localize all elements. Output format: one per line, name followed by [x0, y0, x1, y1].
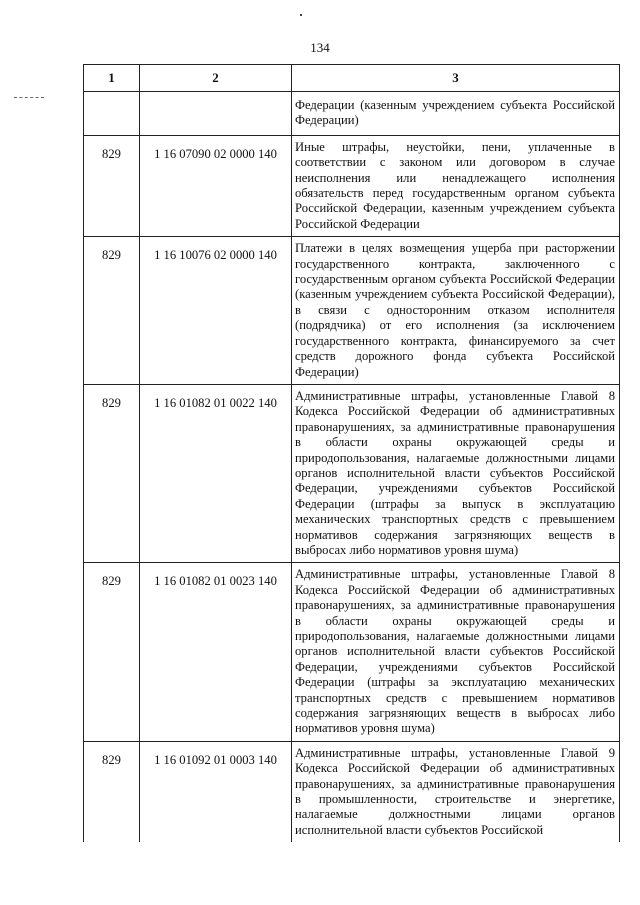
column-header-3: 3 — [292, 65, 620, 92]
description-cell: Административные штрафы, установленные Главой 8 Кодекса Российской Федерации об административных правонарушениях, за административные правонарушения в области охраны окружающей среды и природопользования, налагаемые должностными лицами органов исполнительной власти субъектов Российской Федерации, учреждениями субъектов Российской Федерации (штрафы за выпуск в эксплуатацию механических транспортных средств с превышением нормативов содержания загрязняющих веществ в выбросах либо нормативов уровня шума) — [292, 384, 620, 562]
admin-code-cell — [84, 92, 140, 136]
kbk-code-cell — [140, 92, 292, 136]
admin-code-cell: 829 — [84, 237, 140, 385]
table-row — [84, 741, 620, 842]
admin-code-cell: 829 — [84, 741, 140, 842]
revenue-codes-table — [83, 64, 620, 842]
table-row — [84, 237, 620, 385]
page-number: 134 — [310, 40, 330, 55]
table-row — [84, 135, 620, 236]
kbk-code-cell: 1 16 01082 01 0023 140 — [140, 563, 292, 741]
admin-code-cell: 829 — [84, 384, 140, 562]
column-header-2: 2 — [140, 65, 292, 92]
description-cell: Административные штрафы, установленные Главой 9 Кодекса Российской Федерации об административных правонарушениях, за административные правонарушения в промышленности, строительстве и энергетике, налагаемые должностными лицами органов исполнительной власти субъектов Российской — [292, 741, 620, 842]
table-header-row — [84, 65, 620, 92]
kbk-code-cell: 1 16 07090 02 0000 140 — [140, 135, 292, 236]
description-cell: Федерации (казенным учреждением субъекта Российской Федерации) — [292, 92, 620, 136]
table-row — [84, 563, 620, 741]
kbk-code-cell: 1 16 01092 01 0003 140 — [140, 741, 292, 842]
description-cell: Платежи в целях возмещения ущерба при расторжении государственного контракта, заключенного с государственным органом субъекта Российской Федерации (казенным учреждением субъекта Российской Федерации), в связи с односторонним отказом исполнителя (подрядчика) от его исполнения (за исключением государственного контракта, финансируемого за счет средств дорожного фонда субъекта Российской Федерации) — [292, 237, 620, 385]
description-cell: Административные штрафы, установленные Главой 8 Кодекса Российской Федерации об административных правонарушениях, за административные правонарушения в области охраны окружающей среды и природопользования, налагаемые должностными лицами органов исполнительной власти субъектов Российской Федерации, учреждениями субъектов Российской Федерации (штрафы за эксплуатацию механических транспортных средств с превышением нормативов содержания загрязняющих веществ в выбросах либо нормативов уровня шума) — [292, 563, 620, 741]
scan-dot — [300, 14, 302, 16]
description-cell: Иные штрафы, неустойки, пени, уплаченные в соответствии с законом или договором в случае неисполнения или ненадлежащего исполнения обязательств перед государственным органом субъекта Российской Федерации, казенным учреждением субъекта Российской Федерации — [292, 135, 620, 236]
kbk-code-cell: 1 16 01082 01 0022 140 — [140, 384, 292, 562]
admin-code-cell: 829 — [84, 563, 140, 741]
kbk-code-cell: 1 16 10076 02 0000 140 — [140, 237, 292, 385]
table-row — [84, 92, 620, 136]
margin-mark — [14, 97, 44, 98]
column-header-1: 1 — [84, 65, 140, 92]
admin-code-cell: 829 — [84, 135, 140, 236]
table-row — [84, 384, 620, 562]
